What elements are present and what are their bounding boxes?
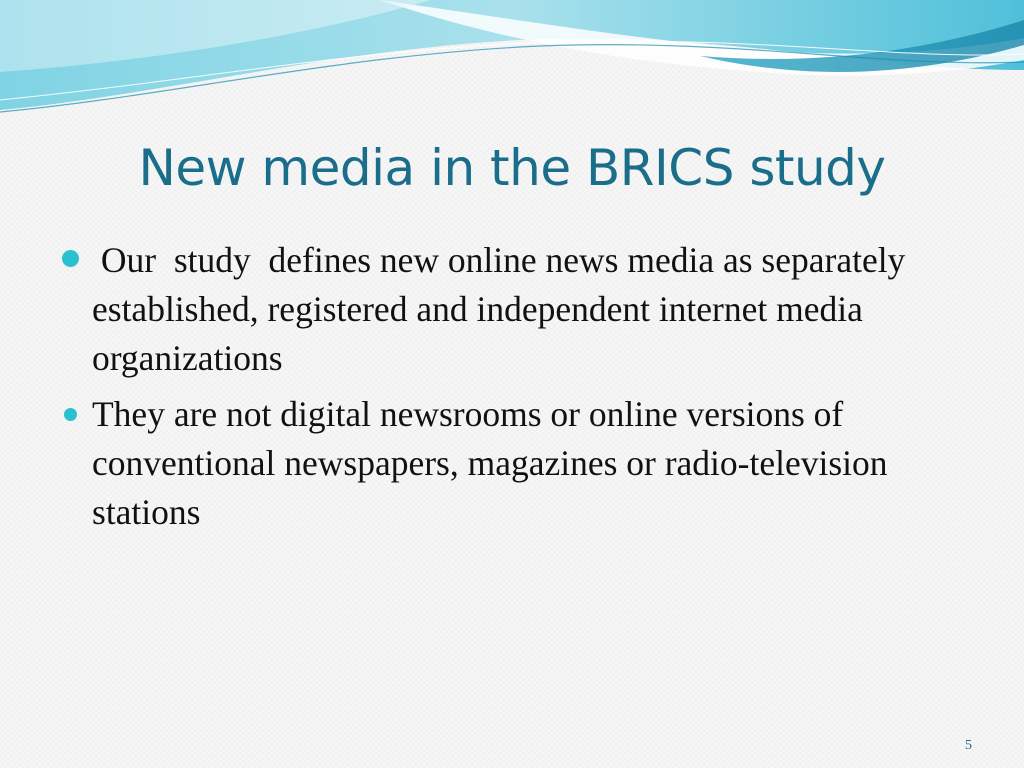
bullet-list	[60, 236, 980, 544]
header-wave-decoration	[0, 0, 1024, 130]
bullet-dot-icon	[64, 408, 77, 421]
bullet-dot-icon	[62, 250, 79, 267]
slide-title: New media in the BRICS study	[138, 139, 886, 197]
bullet-text: Our study defines new online news media as separately established, registered and independent internet media organizations	[92, 240, 906, 378]
bullet-text: They are not digital newsrooms or online versions of conventional newspapers, magazines or radio-television stations	[92, 394, 888, 532]
bullet-item	[60, 390, 980, 537]
page-number: 5	[965, 738, 972, 753]
bullet-item	[60, 236, 980, 383]
